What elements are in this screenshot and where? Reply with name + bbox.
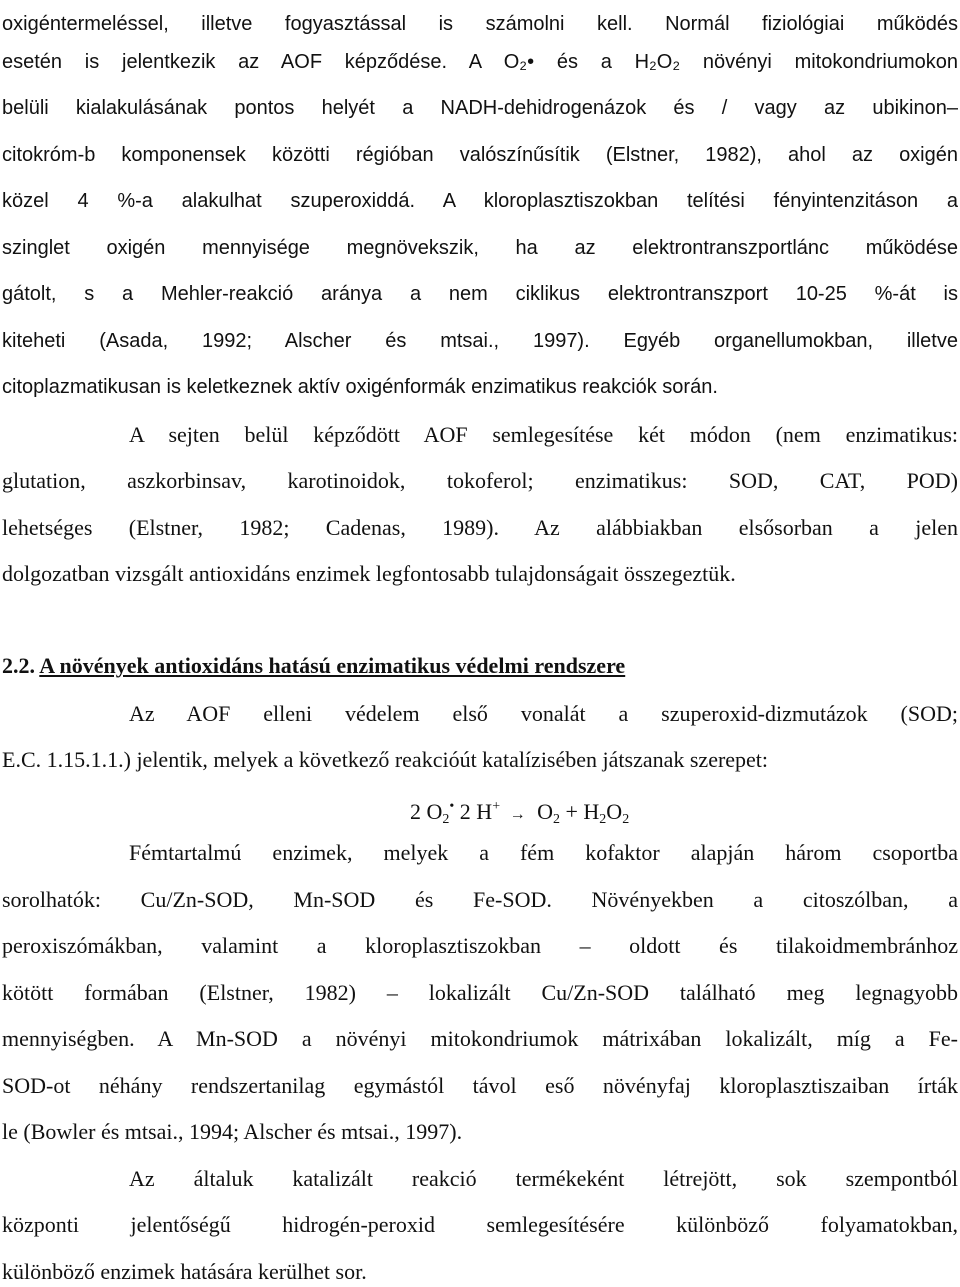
text-line: le (Bowler és mtsai., 1994; Alscher és mtsai., 1997). xyxy=(2,1119,463,1144)
text-line: citoplazmatikusan is keletkeznek aktív oxigénformák enzimatikus reakciók során. xyxy=(2,376,718,398)
text-line: SOD-ot néhány rendszertanilag egymástól távol eső növényfaj kloroplasztiszaiban írták xyxy=(2,1073,958,1098)
text-line: belüli kialakulásának pontos helyét a NADH-dehidrogenázok és / vagy az ubikinon– xyxy=(2,97,958,119)
text-line: központi jelentőségű hidrogén-peroxid semlegesítésére különböző folyamatokban, xyxy=(2,1212,958,1237)
text-line: különböző enzimek hatására kerülhet sor. xyxy=(2,1259,367,1284)
section-title: A növények antioxidáns hatású enzimatikus védelmi rendszere xyxy=(39,653,626,678)
equation-reactant: $O_2^•$ xyxy=(426,799,455,827)
text-line: kiteheti (Asada, 1992; Alscher és mtsai., 1997). Egyéb organellumokban, illetve xyxy=(2,330,958,352)
paragraph-first-line: Az általuk katalizált reakció termékeként létrejött, sok szempontból xyxy=(129,1166,958,1191)
text-line: mennyiségben. A Mn-SOD a növényi mitokondriumok mátrixában lokalizált, míg a Fe- xyxy=(2,1026,958,1051)
equation-reactant: H+ xyxy=(476,799,501,824)
equation-plus: + xyxy=(565,799,578,824)
text-line: közel 4 %-a alakulhat szuperoxiddá. A kloroplasztiszokban telítési fényintenzitáson a xyxy=(2,190,958,212)
text-line: E.C. 1.15.1.1.) jelentik, melyek a következő reakcióút katalízisében játszanak szerepet: xyxy=(2,747,769,772)
equation-product: $O_2$ xyxy=(537,799,560,827)
text-line: kötött formában (Elstner, 1982) – lokalizált Cu/Zn-SOD található meg legnagyobb xyxy=(2,980,958,1005)
text-line: citokróm-b komponensek közötti régióban valószínűsítik (Elstner, 1982), ahol az oxigén xyxy=(2,144,958,166)
text-line: dolgozatban vizsgált antioxidáns enzimek legfontosabb tulajdonságait összegeztük. xyxy=(2,561,736,586)
text-line: peroxiszómákban, valamint a kloroplasztiszokban – oldott és tilakoidmembránhoz xyxy=(2,933,958,958)
section-number: 2.2. xyxy=(2,653,35,678)
reaction-equation xyxy=(410,792,630,827)
text-line: glutation, aszkorbinsav, karotinoidok, tokoferol; enzimatikus: SOD, CAT, POD) xyxy=(2,468,958,493)
paragraph-first-line: Az AOF elleni védelem első vonalát a szuperoxid-dizmutázok (SOD; xyxy=(129,701,958,726)
section-heading xyxy=(2,651,625,681)
equation-coefficient: 2 xyxy=(459,799,471,824)
text-line: gátolt, s a Mehler-reakció aránya a nem ciklikus elektrontranszport 10-25 %-át is xyxy=(2,283,958,305)
reaction-arrow-icon: → xyxy=(509,806,526,823)
text-line: oxigéntermeléssel, illetve fogyasztással is számolni kell. Normál fiziológiai működés xyxy=(2,13,958,35)
text-line: esetén is jelentkezik az AOF képződése. A O₂• és a H₂O₂ növényi mitokondriumokon xyxy=(2,51,958,73)
text-line: szinglet oxigén mennyisége megnövekszik, ha az elektrontranszportlánc működése xyxy=(2,237,958,259)
equation-product: $H_2O_2$ xyxy=(583,799,630,827)
paragraph-first-line: A sejten belül képződött AOF semlegesítése két módon (nem enzimatikus: xyxy=(129,422,958,447)
text-line: sorolhatók: Cu/Zn-SOD, Mn-SOD és Fe-SOD. Növényekben a citoszólban, a xyxy=(2,887,958,912)
equation-coefficient: 2 xyxy=(410,799,421,824)
text-line: lehetséges (Elstner, 1982; Cadenas, 1989). Az alábbiakban elsősorban a jelen xyxy=(2,515,958,540)
paragraph-first-line: Fémtartalmú enzimek, melyek a fém kofaktor alapján három csoportba xyxy=(129,840,958,865)
